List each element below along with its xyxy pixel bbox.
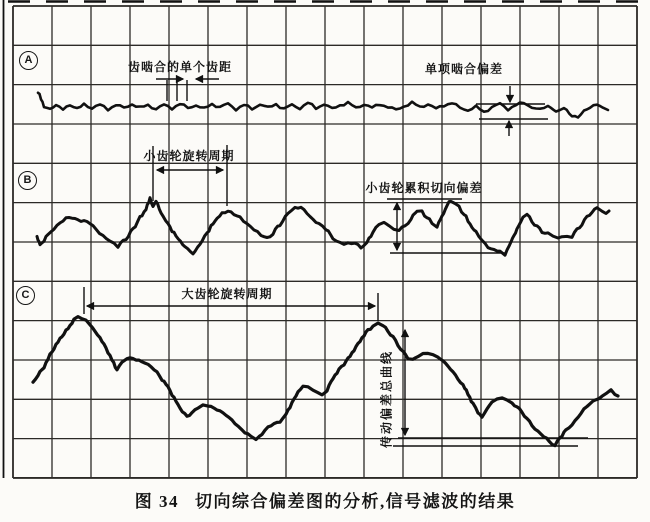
label-pinion-cumulative-tangential-deviation: 小齿轮累积切向偏差 xyxy=(365,181,483,195)
figure-caption xyxy=(0,487,650,512)
trace-b xyxy=(37,198,609,256)
panel-c-badge: C xyxy=(16,286,35,305)
panel-b-badge: B xyxy=(18,171,37,190)
measurement-annotations xyxy=(84,78,588,449)
figure-number: 图 34 xyxy=(134,492,179,511)
label-single-mesh-deviation: 单项啮合偏差 xyxy=(424,62,504,76)
figure-title: 切向综合偏差图的分析,信号滤波的结果 xyxy=(195,492,516,511)
trace-a xyxy=(38,93,608,118)
label-tooth-pitch: 齿啮合的单个齿距 xyxy=(127,60,233,74)
label-transmission-deviation-total-curve: 传动偏差总曲线 xyxy=(379,349,394,449)
label-pinion-rotation-period: 小齿轮旋转周期 xyxy=(143,149,235,163)
panel-a-badge: A xyxy=(19,51,38,70)
label-gear-rotation-period: 大齿轮旋转周期 xyxy=(181,287,273,301)
grid-lines xyxy=(13,6,637,478)
